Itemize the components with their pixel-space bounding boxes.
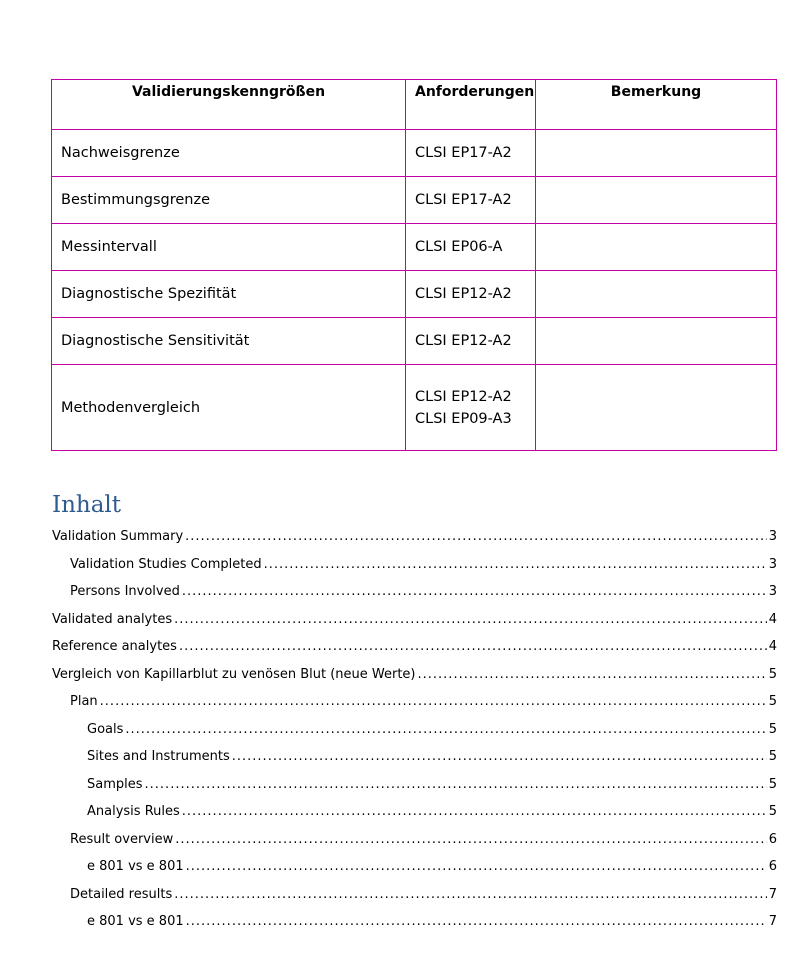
param-cell: Messintervall: [52, 224, 406, 271]
toc-dot-leader: [185, 523, 767, 551]
toc-dot-leader: [175, 826, 766, 854]
toc-dot-leader: [182, 798, 767, 826]
header-validation-parameters: Validierungskenngrößen: [52, 80, 406, 130]
toc-page-number: 4: [768, 639, 777, 654]
toc-page-number: 5: [768, 804, 777, 819]
toc-entry-title: e 801 vs e 801: [87, 859, 184, 874]
param-cell: Diagnostische Spezifität: [52, 271, 406, 318]
param-cell: Diagnostische Sensitivität: [52, 318, 406, 365]
toc-entry[interactable]: [52, 716, 777, 744]
toc-page-number: 7: [768, 914, 777, 929]
toc-dot-leader: [182, 578, 767, 606]
toc-entry[interactable]: [52, 661, 777, 689]
toc-heading: Inhalt: [52, 492, 122, 518]
requirement-text: CLSI EP06-A: [415, 239, 503, 255]
toc-dot-leader: [186, 908, 767, 936]
toc-entry[interactable]: [52, 826, 777, 854]
table-of-contents: [52, 523, 777, 936]
requirement-cell: [406, 177, 536, 224]
requirement-text: CLSI EP12-A2: [415, 333, 512, 349]
toc-dot-leader: [125, 716, 766, 744]
requirements-table: [51, 79, 777, 451]
remark-cell: [536, 177, 777, 224]
requirement-text: CLSI EP12-A2: [415, 388, 512, 405]
requirement-cell: [406, 365, 536, 451]
toc-page-number: 3: [768, 556, 777, 572]
toc-page-number: 5: [768, 749, 777, 764]
toc-dot-leader: [174, 606, 767, 634]
remark-cell: [536, 224, 777, 271]
requirement-cell: [406, 318, 536, 365]
toc-dot-leader: [100, 688, 767, 716]
toc-page-number: 5: [768, 666, 777, 682]
toc-page-number: 5: [768, 694, 777, 709]
toc-page-number: 4: [768, 611, 777, 627]
toc-page-number: 7: [768, 886, 777, 902]
remark-cell: [536, 318, 777, 365]
table-row: [52, 177, 777, 224]
toc-dot-leader: [174, 881, 766, 909]
toc-entry[interactable]: [52, 551, 777, 579]
toc-entry-title: Vergleich von Kapillarblut zu venösen Blut (neue Werte): [52, 666, 416, 682]
toc-entry-title: Validation Studies Completed: [70, 556, 262, 572]
toc-page-number: 6: [768, 859, 777, 874]
header-remark: Bemerkung: [536, 80, 777, 130]
toc-entry-title: Samples: [87, 776, 143, 792]
toc-entry[interactable]: [52, 798, 777, 826]
toc-entry[interactable]: [52, 881, 777, 909]
requirement-text: CLSI EP09-A3: [415, 410, 512, 427]
toc-dot-leader: [186, 853, 767, 881]
toc-entry-title: e 801 vs e 801: [87, 914, 184, 929]
toc-page-number: 5: [768, 776, 777, 792]
toc-entry[interactable]: [52, 853, 777, 881]
toc-entry-title: Validated analytes: [52, 611, 173, 627]
toc-entry[interactable]: [52, 523, 777, 551]
toc-dot-leader: [418, 661, 767, 689]
toc-entry[interactable]: [52, 771, 777, 799]
table-row: [52, 365, 777, 451]
param-cell: Bestimmungsgrenze: [52, 177, 406, 224]
toc-entry[interactable]: [52, 633, 777, 661]
remark-cell: [536, 271, 777, 318]
toc-entry-title: Goals: [87, 721, 124, 737]
toc-entry-title: Validation Summary: [52, 529, 184, 544]
toc-entry[interactable]: [52, 578, 777, 606]
param-cell: Nachweisgrenze: [52, 130, 406, 177]
param-cell: Methodenvergleich: [52, 365, 406, 451]
requirement-text: CLSI EP12-A2: [415, 286, 512, 302]
requirement-cell: [406, 224, 536, 271]
toc-entry[interactable]: [52, 908, 777, 936]
toc-page-number: 3: [768, 529, 777, 544]
requirement-text: CLSI EP17-A2: [415, 192, 512, 208]
toc-page-number: 6: [768, 831, 777, 847]
toc-dot-leader: [232, 743, 767, 771]
remark-cell: [536, 365, 777, 451]
toc-entry-title: Persons Involved: [70, 584, 180, 599]
toc-page-number: 5: [768, 721, 777, 737]
toc-entry-title: Result overview: [70, 831, 174, 847]
toc-entry-title: Reference analytes: [52, 639, 177, 654]
requirement-cell: [406, 130, 536, 177]
requirement-cell: [406, 271, 536, 318]
toc-entry[interactable]: [52, 743, 777, 771]
toc-entry-title: Detailed results: [70, 886, 173, 902]
table-header-row: [52, 80, 777, 130]
toc-entry-title: Sites and Instruments: [87, 749, 230, 764]
toc-dot-leader: [145, 771, 767, 799]
table-row: [52, 271, 777, 318]
table-row: [52, 318, 777, 365]
header-requirements: Anforderungen: [406, 80, 536, 130]
toc-entry-title: Analysis Rules: [87, 804, 180, 819]
toc-entry-title: Plan: [70, 694, 98, 709]
table-row: [52, 130, 777, 177]
remark-cell: [536, 130, 777, 177]
toc-dot-leader: [264, 551, 767, 579]
toc-entry[interactable]: [52, 688, 777, 716]
table-row: [52, 224, 777, 271]
toc-dot-leader: [179, 633, 767, 661]
requirement-text: CLSI EP17-A2: [415, 145, 512, 161]
toc-entry[interactable]: [52, 606, 777, 634]
toc-page-number: 3: [768, 584, 777, 599]
